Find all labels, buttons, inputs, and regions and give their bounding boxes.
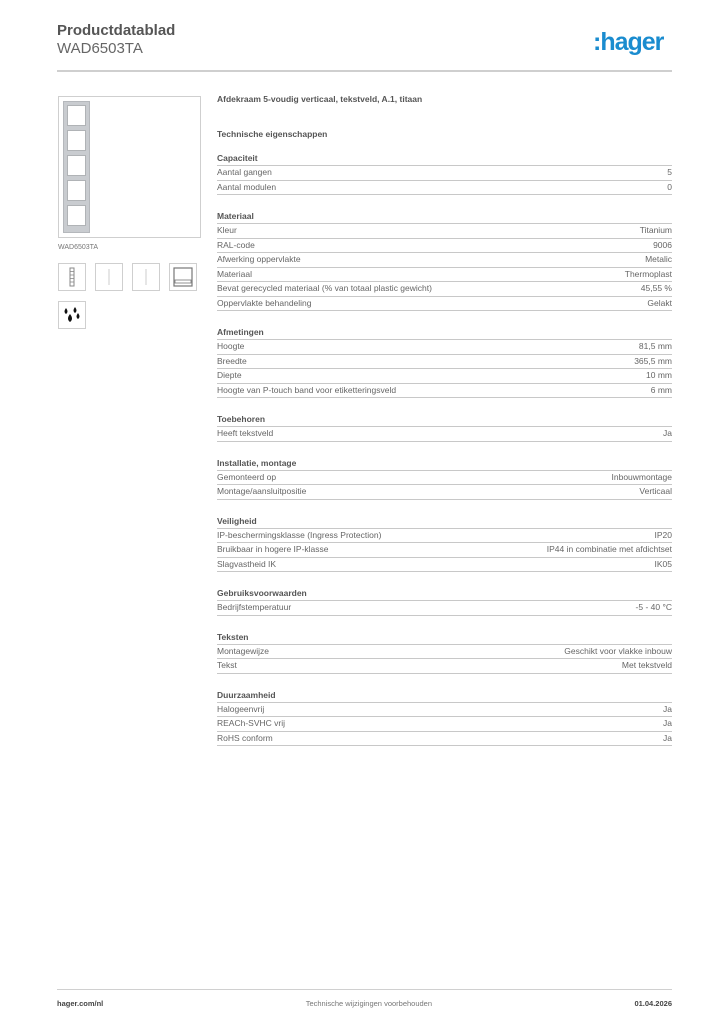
spec-row — [217, 355, 672, 370]
spec-row — [217, 239, 672, 254]
spec-row — [217, 732, 672, 747]
spec-row — [217, 340, 672, 355]
frame-cell — [67, 205, 86, 226]
section-title: Toebehoren — [217, 413, 672, 427]
product-image — [58, 96, 201, 238]
spec-value: 9006 — [653, 239, 672, 250]
footer-date: 01.04.2026 — [634, 999, 672, 1008]
image-caption: WAD6503TA — [58, 244, 99, 251]
cover-frame-illustration — [63, 101, 90, 233]
spec-row — [217, 224, 672, 239]
spec-section — [217, 326, 672, 398]
feature-icons — [58, 263, 197, 291]
spec-row — [217, 384, 672, 399]
spec-label: Bevat gerecycled materiaal (% van totaal plastic gewicht) — [217, 283, 432, 293]
spec-label: Hoogte van P-touch band voor etiketteringsveld — [217, 384, 397, 395]
spec-value: IK05 — [654, 558, 672, 569]
spec-value: 10 mm — [646, 370, 672, 380]
spec-label: Slagvastheid IK — [217, 558, 277, 569]
tech-properties-title: Technische eigenschappen — [217, 129, 328, 139]
spec-row — [217, 471, 672, 486]
spec-value: Ja — [663, 718, 672, 728]
spec-label: RoHS conform — [217, 732, 273, 743]
spec-row — [217, 529, 672, 544]
spec-label: Tekst — [217, 660, 237, 670]
frame-cell — [67, 130, 86, 151]
section-title: Duurzaamheid — [217, 689, 672, 703]
water-drops-icon — [58, 301, 86, 329]
header-divider — [57, 70, 672, 72]
section-title: Installatie, montage — [217, 457, 672, 471]
spec-label: Montagewijze — [217, 645, 269, 656]
spec-value: 45,55 % — [640, 283, 672, 293]
spec-label: Kleur — [217, 225, 237, 235]
spec-section — [217, 515, 672, 573]
spec-value: IP44 in combinatie met afdichtset — [546, 544, 672, 554]
spec-row — [217, 253, 672, 268]
spec-label: IP-beschermingsklasse (Ingress Protection) — [217, 529, 382, 540]
spec-value: 365,5 mm — [634, 355, 672, 366]
spec-value: Ja — [663, 428, 672, 438]
spec-value: -5 - 40 °C — [635, 602, 672, 612]
spec-label: Aantal modulen — [217, 181, 277, 192]
spec-section — [217, 457, 672, 500]
spec-value: Geschikt voor vlakke inbouw — [564, 645, 672, 656]
spec-section — [217, 631, 672, 674]
spec-label: Bedrijfstemperatuur — [217, 602, 292, 612]
spec-value: Verticaal — [639, 486, 672, 496]
spec-label: Montage/aansluitpositie — [217, 486, 307, 496]
spec-row — [217, 543, 672, 558]
section-title: Veiligheid — [217, 515, 672, 529]
single-line-icon — [132, 263, 160, 291]
spec-value: IP20 — [654, 529, 672, 540]
spec-value: 81,5 mm — [638, 341, 672, 351]
spec-label: Gemonteerd op — [217, 471, 277, 482]
spec-label: Materiaal — [217, 268, 252, 279]
spec-row — [217, 268, 672, 283]
spec-label: REACh-SVHC vrij — [217, 718, 286, 728]
spec-section — [217, 152, 672, 195]
spec-label: Bruikbaar in hogere IP-klasse — [217, 544, 329, 554]
spec-label: Oppervlakte behandeling — [217, 297, 312, 308]
section-title: Materiaal — [217, 210, 672, 224]
spec-section — [217, 587, 672, 616]
spec-label: RAL-code — [217, 239, 255, 250]
footer-disclaimer: Technische wijzigingen voorbehouden — [305, 999, 433, 1008]
spec-row — [217, 485, 672, 500]
section-title: Teksten — [217, 631, 672, 645]
spec-row — [217, 645, 672, 660]
spec-value: Ja — [663, 732, 672, 743]
footer-divider — [57, 989, 672, 990]
frame-cell — [67, 105, 86, 126]
page-footer — [57, 999, 672, 1008]
spec-value: 5 — [667, 167, 672, 177]
spec-row — [217, 369, 672, 384]
spec-row — [217, 282, 672, 297]
spec-value: Met tekstveld — [621, 660, 672, 670]
spec-label: Breedte — [217, 355, 247, 366]
spec-value: 6 mm — [650, 384, 672, 395]
spec-label: Halogeenvrij — [217, 703, 265, 714]
spec-row — [217, 659, 672, 674]
spec-section — [217, 210, 672, 311]
section-title: Afmetingen — [217, 326, 672, 340]
spec-row — [217, 558, 672, 573]
spec-label: Aantal gangen — [217, 167, 272, 177]
spec-value: Gelakt — [647, 297, 672, 308]
spec-section — [217, 413, 672, 442]
footer-website[interactable]: hager.com/nl — [57, 999, 104, 1008]
text-field-icon — [169, 263, 197, 291]
spec-value: 0 — [667, 181, 672, 192]
page-header — [57, 22, 175, 58]
section-title: Capaciteit — [217, 152, 672, 166]
spec-label: Diepte — [217, 370, 242, 380]
section-title: Gebruiksvoorwaarden — [217, 587, 672, 601]
spec-content — [217, 93, 672, 746]
spec-row — [217, 427, 672, 442]
spec-row — [217, 717, 672, 732]
product-description: Afdekraam 5-voudig verticaal, tekstveld, A.1, titaan — [217, 94, 423, 104]
spec-label: Heeft tekstveld — [217, 428, 274, 438]
page-title: Productdatablad — [57, 22, 176, 39]
spec-row — [217, 166, 672, 181]
frame-cell — [67, 180, 86, 201]
spec-row — [217, 181, 672, 196]
vertical-dots-icon — [58, 263, 86, 291]
spec-value: Titanium — [639, 225, 672, 235]
hager-logo[interactable]: :hager — [593, 28, 664, 56]
spec-row — [217, 297, 672, 312]
spec-label: Afwerking oppervlakte — [217, 254, 301, 264]
spec-label: Hoogte — [217, 341, 245, 351]
frame-cell — [67, 155, 86, 176]
spec-section — [217, 689, 672, 747]
spec-value: Metalic — [645, 254, 672, 264]
spec-value: Inbouwmontage — [611, 471, 672, 482]
single-line-icon — [95, 263, 123, 291]
spec-value: Ja — [663, 703, 672, 714]
spec-row — [217, 703, 672, 718]
spec-value: Thermoplast — [624, 268, 672, 279]
product-code: WAD6503TA — [57, 40, 143, 57]
spec-row — [217, 601, 672, 616]
